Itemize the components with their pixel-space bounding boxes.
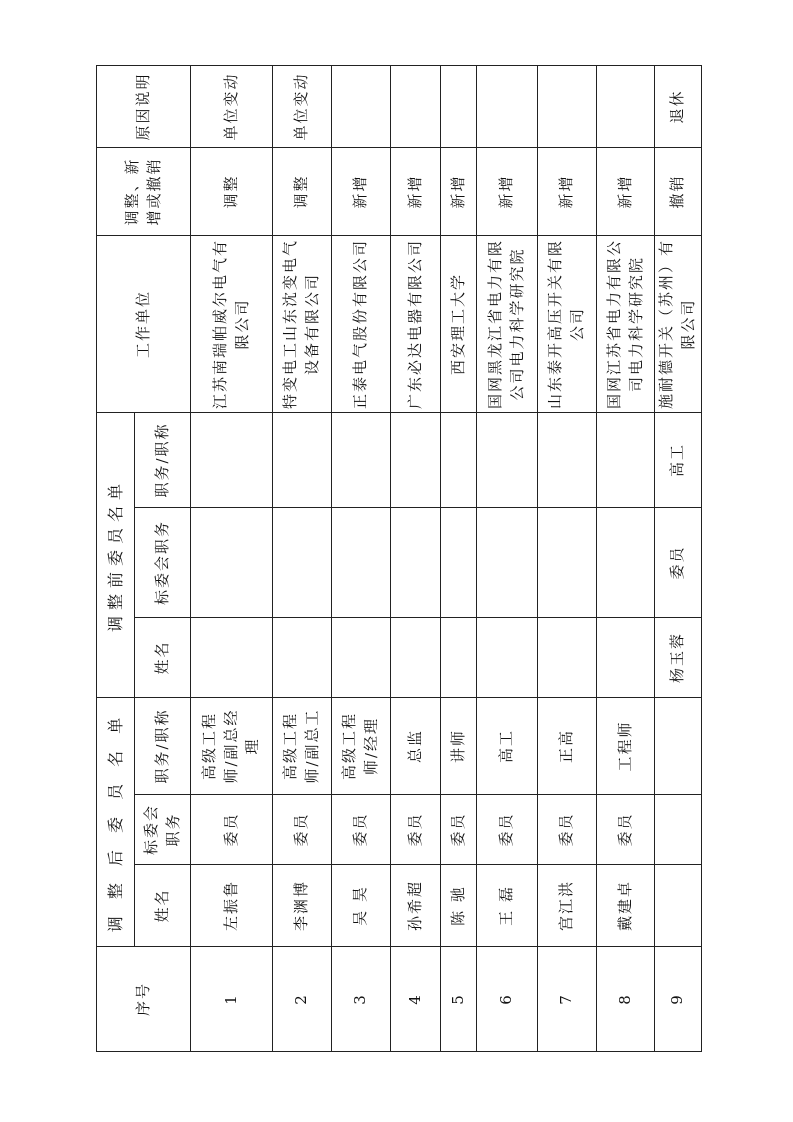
cell-role-before [441,508,477,618]
header-title: 职务/职称 [135,698,191,795]
cell-name-before [391,618,441,698]
cell-name: 左振鲁 [191,865,273,947]
table-row [597,66,655,1052]
table-row [191,66,273,1052]
header-seq: 序号 [97,947,191,1052]
header-work-unit: 工作单位 [97,236,191,413]
cell-change: 新增 [597,148,655,236]
cell-title: 高级工程师/经理 [332,698,391,795]
cell-role-before [597,508,655,618]
cell-reason: 退休 [655,66,702,148]
table-row [538,66,597,1052]
header-name-before: 姓名 [135,618,191,698]
cell-change: 调整 [191,148,273,236]
cell-change: 新增 [441,148,477,236]
header-title-before: 职务/职称 [135,413,191,508]
rotated-page [96,66,698,1052]
cell-title: 正高 [538,698,597,795]
cell-role-before: 委员 [655,508,702,618]
table-row [332,66,391,1052]
cell-seq: 7 [538,947,597,1052]
table-row [477,66,538,1052]
cell-seq: 8 [597,947,655,1052]
cell-name-before [332,618,391,698]
cell-title: 高工 [477,698,538,795]
cell-name-before [538,618,597,698]
cell-reason [391,66,441,148]
cell-title: 高级工程师/副总经理 [191,698,273,795]
cell-role-before [332,508,391,618]
cell-name-before [441,618,477,698]
cell-role-before [191,508,273,618]
header-change-type: 调整、新增或撤销 [97,148,191,236]
cell-title [655,698,702,795]
cell-reason [538,66,597,148]
cell-name: 孙希超 [391,865,441,947]
cell-reason [477,66,538,148]
cell-name-before: 杨玉蓉 [655,618,702,698]
cell-title: 高级工程师/副总工 [273,698,332,795]
cell-unit: 国网黑龙江省电力有限公司电力科学研究院 [477,236,538,413]
cell-unit: 广东必达电器有限公司 [391,236,441,413]
cell-role-before [538,508,597,618]
cell-role: 委员 [477,795,538,865]
cell-role: 委员 [273,795,332,865]
header-after-group: 调 整 后 委 员 名 单 [97,698,135,947]
cell-role: 委员 [391,795,441,865]
cell-title-before [273,413,332,508]
cell-title-before [597,413,655,508]
cell-unit: 江苏南瑞帕威尔电气有限公司 [191,236,273,413]
cell-name-before [477,618,538,698]
cell-title-before: 高工 [655,413,702,508]
cell-unit: 施耐德开关（苏州）有限公司 [655,236,702,413]
cell-reason [441,66,477,148]
cell-unit: 国网江苏省电力有限公司电力科学研究院 [597,236,655,413]
cell-role: 委员 [191,795,273,865]
cell-role-before [391,508,441,618]
cell-seq: 3 [332,947,391,1052]
cell-name: 宫江洪 [538,865,597,947]
cell-name: 戴建卓 [597,865,655,947]
cell-title: 讲师 [441,698,477,795]
cell-role: 委员 [441,795,477,865]
cell-reason [332,66,391,148]
header-reason: 原因说明 [97,66,191,148]
cell-unit: 山东泰开高压开关有限公司 [538,236,597,413]
cell-role-before [477,508,538,618]
cell-name-before [191,618,273,698]
cell-change: 新增 [538,148,597,236]
table-row [391,66,441,1052]
cell-name: 陈 驰 [441,865,477,947]
cell-change: 新增 [477,148,538,236]
cell-title-before [477,413,538,508]
header-committee-role-before: 标委会职务 [135,508,191,618]
cell-role: 委员 [597,795,655,865]
committee-adjustment-table [96,65,702,1052]
cell-seq: 9 [655,947,702,1052]
cell-seq: 5 [441,947,477,1052]
cell-reason: 单位变动 [273,66,332,148]
table-row [273,66,332,1052]
cell-role-before [273,508,332,618]
cell-unit: 西安理工大学 [441,236,477,413]
header-committee-role: 标委会职务 [135,795,191,865]
cell-seq: 6 [477,947,538,1052]
cell-reason: 单位变动 [191,66,273,148]
cell-name: 吴 昊 [332,865,391,947]
cell-name: 李渊博 [273,865,332,947]
cell-unit: 正泰电气股份有限公司 [332,236,391,413]
cell-title-before [441,413,477,508]
cell-change: 撤销 [655,148,702,236]
cell-title: 总监 [391,698,441,795]
cell-name [655,865,702,947]
cell-role: 委员 [332,795,391,865]
header-name: 姓名 [135,865,191,947]
cell-title: 工程师 [597,698,655,795]
cell-seq: 1 [191,947,273,1052]
cell-role: 委员 [538,795,597,865]
cell-unit: 特变电工山东沈变电气设备有限公司 [273,236,332,413]
cell-title-before [538,413,597,508]
cell-name-before [597,618,655,698]
cell-title-before [391,413,441,508]
cell-name-before [273,618,332,698]
cell-change: 新增 [391,148,441,236]
cell-change: 调整 [273,148,332,236]
cell-reason [597,66,655,148]
cell-role [655,795,702,865]
cell-name: 王 磊 [477,865,538,947]
cell-title-before [191,413,273,508]
cell-seq: 4 [391,947,441,1052]
cell-change: 新增 [332,148,391,236]
cell-title-before [332,413,391,508]
table-row [655,66,702,1052]
cell-seq: 2 [273,947,332,1052]
header-before-group: 调整前委员名单 [97,413,135,698]
table-row [441,66,477,1052]
